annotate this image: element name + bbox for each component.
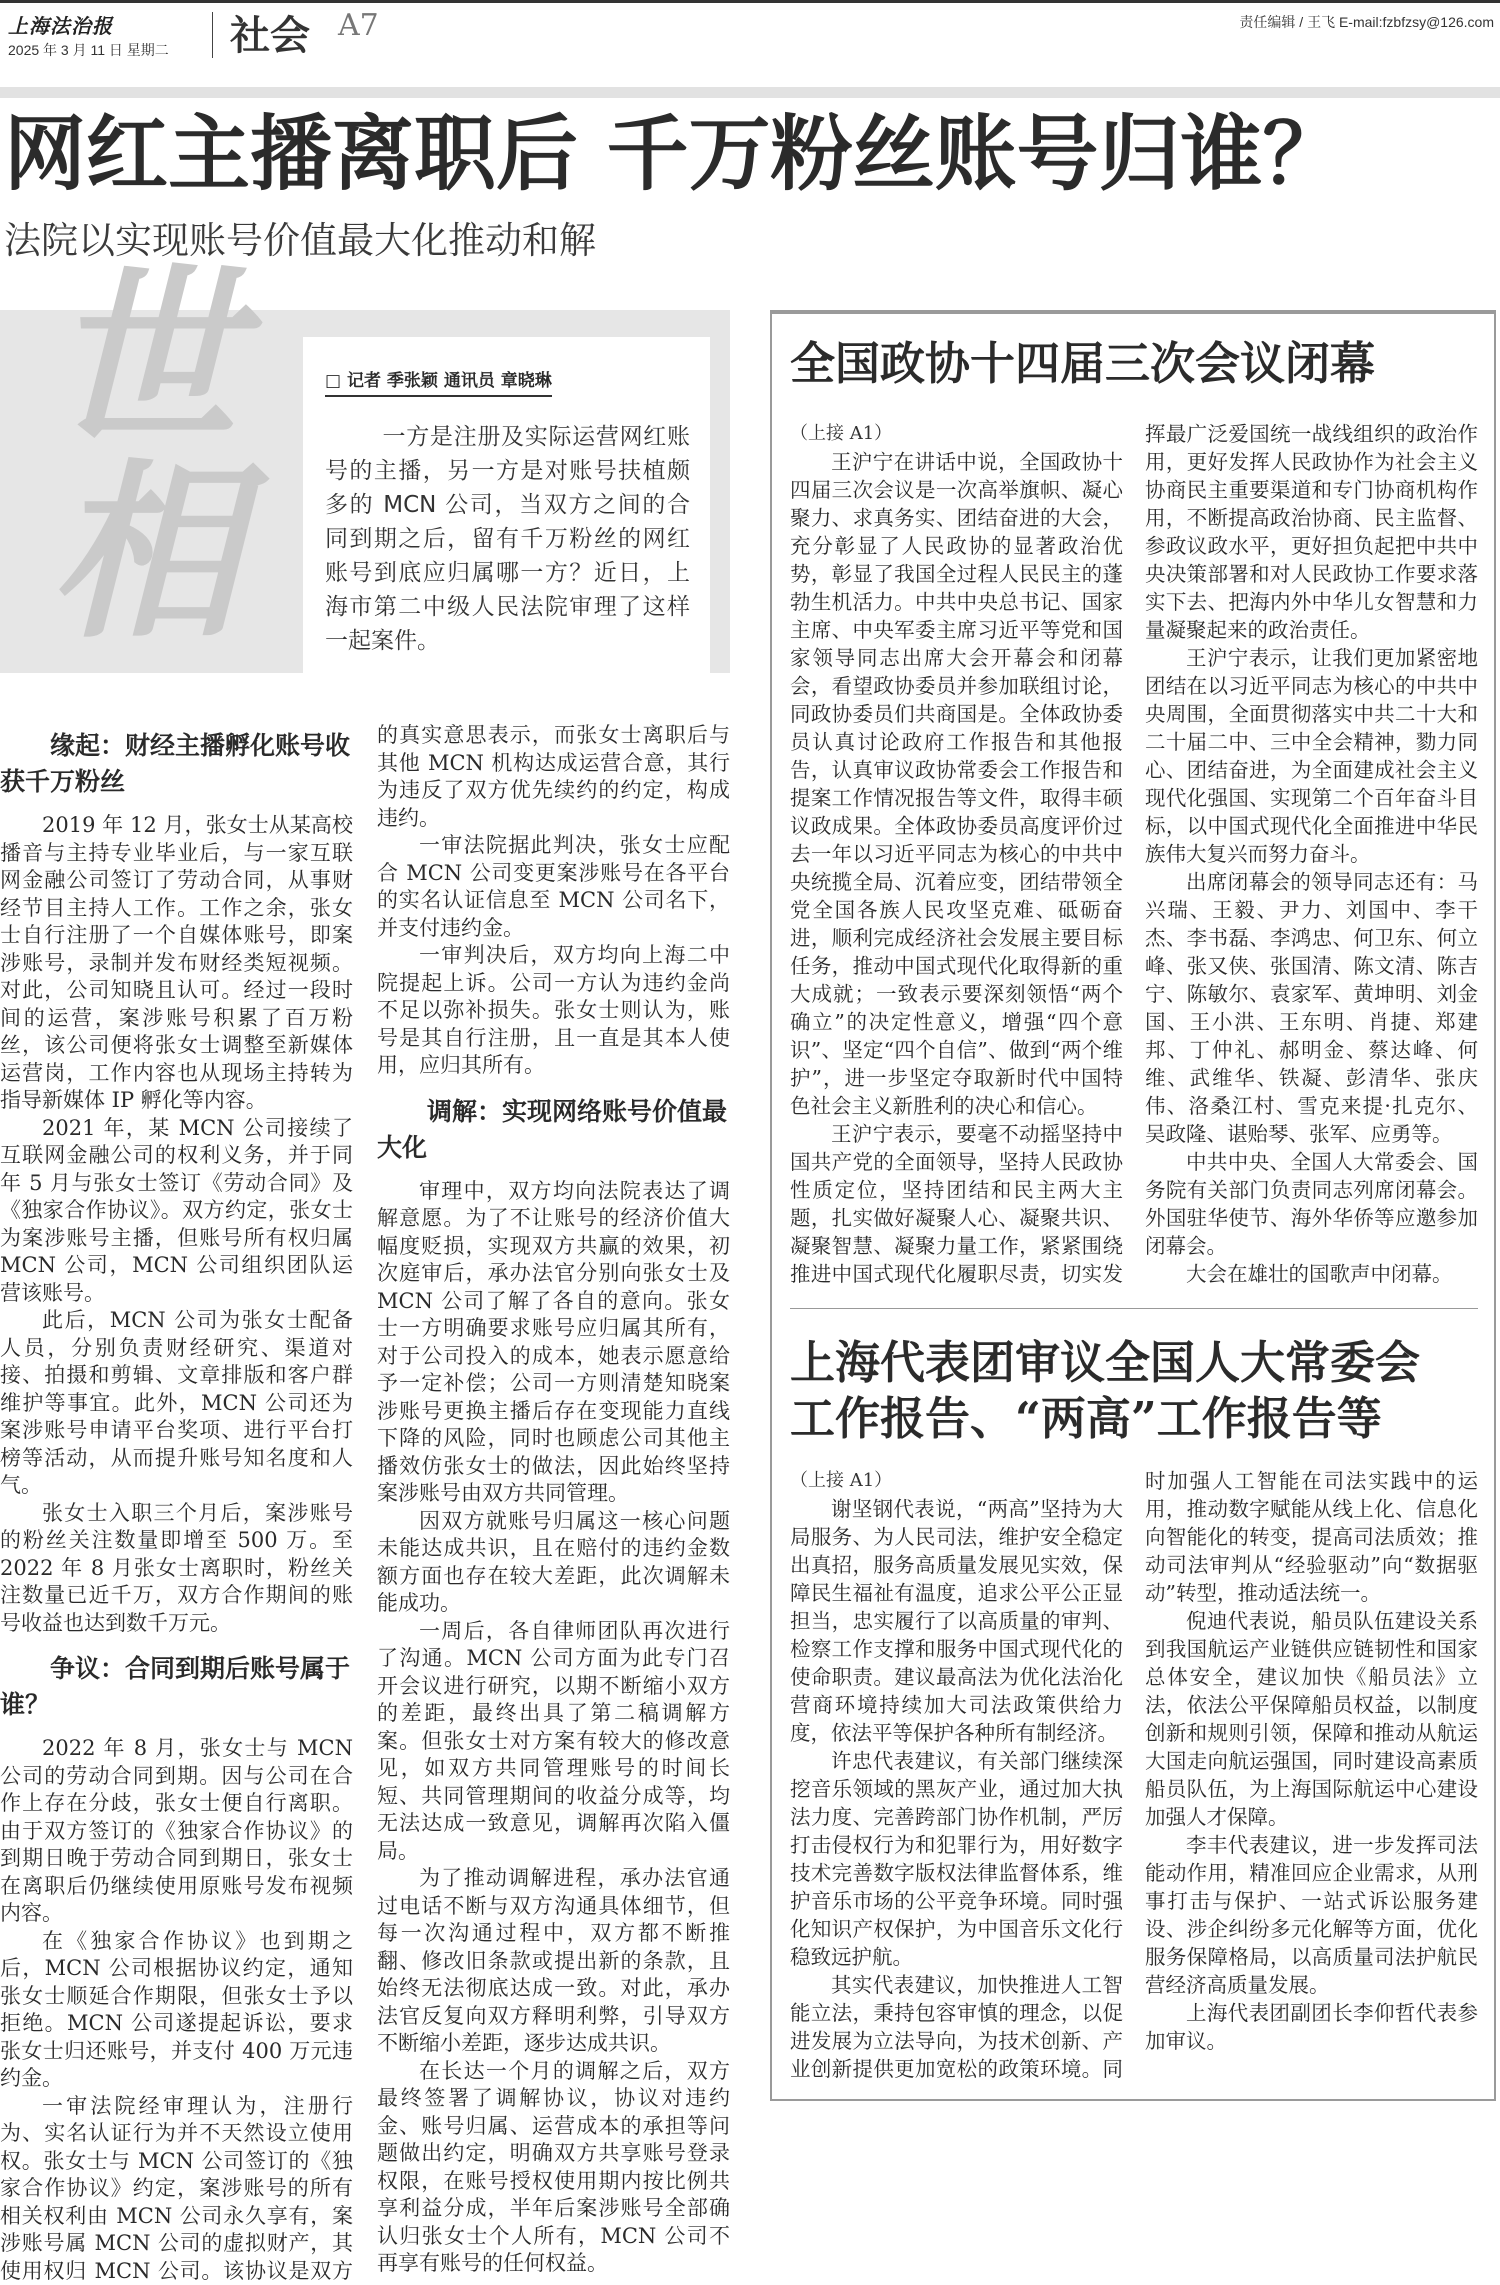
- paragraph: 张女士入职三个月后，案涉账号的粉丝关注数量即增至 500 万。至 2022 年 8 月张女士离职时，粉丝关注数量已近千万，双方合作期间的账号收益也达到数千万元。: [0, 1500, 353, 1635]
- paragraph: 一审判决后，双方均向上海二中院提起上诉。公司一方认为违约金尚不足以弥补损失。张女士则认为，账号是其自行注册，且一直是其本人使用，应归其所有。: [377, 943, 730, 1077]
- section-heading: 缘起：财经主播孵化账号收获千万粉丝: [0, 731, 351, 796]
- paragraph: 在《独家合作协议》也到期之后，MCN 公司根据协议约定，通知张女士顺延合作期限，但张女士予以拒绝。MCN 公司遂提起诉讼，要求张女士归还账号，并支付 400 万元违约金。: [0, 1928, 353, 2090]
- paragraph: 大会在雄壮的国歌声中闭幕。: [1186, 1262, 1453, 1286]
- paragraph: 上海代表团副团长李仰哲代表参加审议。: [1145, 2001, 1478, 2053]
- paragraph: 此后，MCN 公司为张女士配备人员，分别负责财经研究、渠道对接、拍摄和剪辑、文章排版和客户群维护等事宜。此外，MCN 公司还为案涉账号申请平台奖项、进行平台打榜等活动，从而提升账号知名度和人气。: [0, 1308, 353, 1497]
- paragraph: 王沪宁表示，让我们更加紧密地团结在以习近平同志为核心的中共中央周围，全面贯彻落实中共二十大和二十届二中、三中全会精神，勠力同心、团结奋进，为全面建成社会主义现代化强国、实现第二个百年奋斗目标，以中国式现代化全面推进中华民族伟大复兴而努力奋斗。: [1145, 646, 1478, 866]
- paragraph: 2022 年 8 月，张女士与 MCN 公司的劳动合同到期。因与公司在合作上存在分歧，张女士便自行离职。由于双方签订的《独家合作协议》的到期日晚于劳动合同到期日，张女士在离职后仍继续使用原账号发布视频内容。: [0, 1736, 353, 1925]
- paragraph: 为了推动调解进程，承办法官通过电话不断与双方沟通具体细节，但每一次沟通过程中，双方都不断推翻、修改旧条款或提出新的条款，且始终无法彻底达成一致。对此，承办法官反复向双方释明利弊，引导双方不断缩小差距，逐步达成共识。: [377, 1866, 730, 2055]
- continued-from: （上接 A1）: [790, 423, 893, 444]
- article-divider: [790, 1308, 1478, 1309]
- column-watermark: 世相: [49, 246, 240, 664]
- title-line: 工作报告、“两高”工作报告等: [790, 1392, 1382, 1445]
- top-rule: [0, 0, 1500, 3]
- continued-from: （上接 A1）: [790, 1470, 893, 1491]
- header-band: [0, 87, 1500, 98]
- paragraph: 中共中央、全国人大常委会、国务院有关部门负责同志列席闭幕会。外国驻华使节、海外华侨等应邀参加闭幕会。: [1145, 1150, 1478, 1258]
- paragraph: 谢坚钢代表说，“两高”坚持为大局服务、为人民司法，维护安全稳定出真招，服务高质量发展见实效，保障民生福祉有温度，追求公平公正显担当，忠实履行了以高质量的审判、检察工作支撑和服务中国式现代化的使命职责。建议最高法为优化法治化营商环境持续加大司法政策供给力度，依法平等保护各种所有制经济。: [790, 1497, 1123, 1745]
- issue-date: 2025 年 3 月 11 日 星期二: [8, 42, 169, 58]
- editor-credit: 责任编辑 / 王飞 E-mail:fzbfzsy@126.com: [1239, 14, 1494, 30]
- paragraph: 2021 年，某 MCN 公司接续了互联网金融公司的权利义务，并于同年 5 月与张女士签订《劳动合同》及《独家合作协议》。双方约定，张女士为案涉账号主播，但账号所有权归属 MCN 公司，MCN 公司组织团队运营该账号。: [0, 1115, 353, 1305]
- section-heading: 调解：实现网络账号价值最大化: [377, 1096, 728, 1162]
- byline: □ 记者 季张颖 通讯员 章晓琳: [325, 366, 552, 397]
- paragraph: 李丰代表建议，进一步发挥司法能动作用，精准回应企业需求，从刑事打击与保护、一站式诉讼服务建设、涉企纠纷多元化解等方面，优化服务保障格局，以高质量司法护航民营经济高质量发展。: [1145, 1833, 1478, 1997]
- newspaper-logo: 上海法治报: [8, 14, 113, 38]
- main-headline: 网红主播离职后 千万粉丝账号归谁？: [4, 106, 1345, 202]
- paragraph: 一审法院据此判决，张女士应配合 MCN 公司变更案涉账号在各平台的实名认证信息至 MCN 公司名下，并支付违约金。: [377, 833, 730, 940]
- news-sidebar-box: [770, 310, 1496, 2101]
- main-article-body: [0, 722, 730, 2285]
- article-body: [790, 420, 1478, 1288]
- title-line: 上海代表团审议全国人大常委会: [790, 1336, 1421, 1389]
- paragraph: 审理中，双方均向法院表达了调解意愿。为了不让账号的经济价值大幅度贬损，实现双方共赢的效果，初次庭审后，承办法官分别向张女士及 MCN 公司了解了各自的意向。张女士一方明确要求账号应归属其所有，对于公司投入的成本，她表示愿意给予一定补偿；公司一方则清楚知晓案涉账号更换主播后存在变现能力直线下降的风险，同时也顾虑公司其他主播效仿张女士的做法，因此始终坚持案涉账号由双方共同管理。: [377, 1178, 730, 1505]
- article-title: [790, 1335, 1478, 1447]
- masthead-divider: [212, 12, 213, 58]
- article-title: 全国政协十四届三次会议闭幕: [790, 337, 1376, 390]
- paragraph: 王沪宁表示，要毫不动摇坚持中国共产党的全面领导，坚持人民政协性质定位，坚持团结和民主两大主题，扎实做好凝聚人心、凝聚共识、凝聚智慧、凝聚力量工作，紧紧围绕推进中国式现代化履职尽责，切实发挥最广泛爱国统一战线组织的政治作用，更好发挥人民政协作为社会主义协商民主重要渠道和专门协商机构作用，不断提高政治协商、民主监督、参政议政水平，更好担负起把中共中央决策部署和对人民政协工作要求落实下去、把海内外中华儿女智慧和力量凝聚起来的政治责任。: [790, 422, 1478, 1286]
- paragraph: 一审法院经审理认为，注册行为、实名认证行为并不天然设立使用权。张女士与 MCN 公司签订的《独家合作协议》约定，案涉账号的所有相关权利由 MCN 公司永久享有，案涉账号属 MCN 公司的虚拟财产，其使用权归 MCN 公司。该协议是双方的真实意思表示，而张女士离职后与其他 MCN 机构达成运营合意，其行为违反了双方优先续约的约定，构成违约。: [0, 723, 730, 2283]
- paragraph: 倪迪代表说，船员队伍建设关系到我国航运产业链供应链韧性和国家总体安全，建议加快《船员法》立法，依法公平保障船员权益，以制度创新和规则引领，保障和推动从航运大国走向航运强国，同时建设高素质船员队伍，为上海国际航运中心建设加强人才保障。: [1145, 1609, 1478, 1829]
- paragraph: 出席闭幕会的领导同志还有：马兴瑞、王毅、尹力、刘国中、李干杰、李书磊、李鸿忠、何卫东、何立峰、张又侠、张国清、陈文清、陈吉宁、陈敏尔、袁家军、黄坤明、刘金国、王小洪、王东明、肖捷、郑建邦、丁仲礼、郝明金、蔡达峰、何维、武维华、铁凝、彭清华、张庆伟、洛桑江村、雪克来提·扎克尔、吴政隆、谌贻琴、张军、应勇等。: [1145, 870, 1478, 1146]
- main-subheadline: 法院以实现账号价值最大化推动和解: [4, 219, 596, 262]
- paragraph: 因双方就账号归属这一核心问题未能达成共识，且在赔付的违约金数额方面也存在较大差距，此次调解未能成功。: [377, 1508, 730, 1615]
- paragraph: 许忠代表建议，有关部门继续深挖音乐领域的黑灰产业，通过加大执法力度、完善跨部门协作机制，严厉打击侵权行为和犯罪行为，用好数字技术完善数字版权法律监督体系，维护音乐市场的公平竞争环境。同时强化知识产权保护，为中国音乐文化行稳致远护航。: [790, 1749, 1123, 1969]
- paragraph: 王沪宁在讲话中说，全国政协十四届三次会议是一次高举旗帜、凝心聚力、求真务实、团结奋进的大会，充分彰显了人民政协的显著政治优势，彰显了我国全过程人民民主的蓬勃生机活力。中共中央总书记、国家主席、中央军委主席习近平等党和国家领导同志出席大会开幕会和闭幕会，看望政协委员并参加联组讨论，同政协委员们共商国是。全体政协委员认真讨论政府工作报告和其他报告，认真审议政协常委会工作报告和提案工作情况报告等文件，取得丰硕议政成果。全体政协委员高度评价过去一年以习近平同志为核心的中共中央统揽全局、沉着应变，团结带领全党全国各族人民攻坚克难、砥砺奋进，顺利完成经济社会发展主要目标任务，推动中国式现代化取得新的重大成就；一致表示要深刻领悟“两个确立”的决定性意义，增强“四个意识”、坚定“四个自信”、做到“两个维护”，进一步坚定夺取新时代中国特色社会主义新胜利的决心和信心。: [790, 450, 1123, 1118]
- section-heading: 争议：合同到期后账号属于谁？: [0, 1654, 351, 1719]
- paragraph: 2019 年 12 月，张女士从某高校播音与主持专业毕业后，与一家互联网金融公司签订了劳动合同，从事财经节目主持人工作。工作之余，张女士自行注册了一个自媒体账号，即案涉账号，录制并发布财经类短视频。对此，公司知晓且认可。经过一段时间的运营，案涉账号积累了百万粉丝，该公司便将张女士调整至新媒体运营岗，工作内容也从现场主持转为指导新媒体 IP 孵化等内容。: [0, 813, 353, 1112]
- lead-paragraph: 一方是注册及实际运营网红账号的主播，另一方是对账号扶植颇多的 MCN 公司，当双方之间的合同到期之后，留有千万粉丝的网红账号到底应归属哪一方？近日，上海市第二中级人民法院审理了这样一起案件。: [325, 424, 690, 654]
- paragraph: 其实代表建议，加快推进人工智能立法，秉持包容审慎的理念，以促进发展为立法导向，为技术创新、产业创新提供更加宽松的政策环境。同时加强人工智能在司法实践中的运用，推动数字赋能从线上化、信息化向智能化的转变，提高司法质效；推动司法审判从“经验驱动”向“数据驱动”转型，推动适法统一。: [790, 1469, 1478, 2081]
- page-number: A7: [338, 8, 379, 43]
- article-body: [790, 1467, 1478, 2083]
- paragraph: 在长达一个月的调解之后，双方最终签署了调解协议，协议对违约金、账号归属、运营成本的承担等问题做出约定，明确双方共享账号登录权限，在账号授权使用期内按比例共享利益分成，半年后案涉账号全部确认归张女士个人所有，MCN 公司不再享有账号的任何权益。: [377, 2058, 730, 2275]
- paragraph: 一周后，各自律师团队再次进行了沟通。MCN 公司方面为此专门召开会议进行研究，以期不断缩小双方的差距，最终出具了第二稿调解方案。但张女士对方案有较大的修改意见，如双方共同管理账号的时间长短、共同管理期间的收益分成等，均无法达成一致意见，调解再次陷入僵局。: [377, 1618, 730, 1863]
- section-name: 社会: [230, 13, 310, 59]
